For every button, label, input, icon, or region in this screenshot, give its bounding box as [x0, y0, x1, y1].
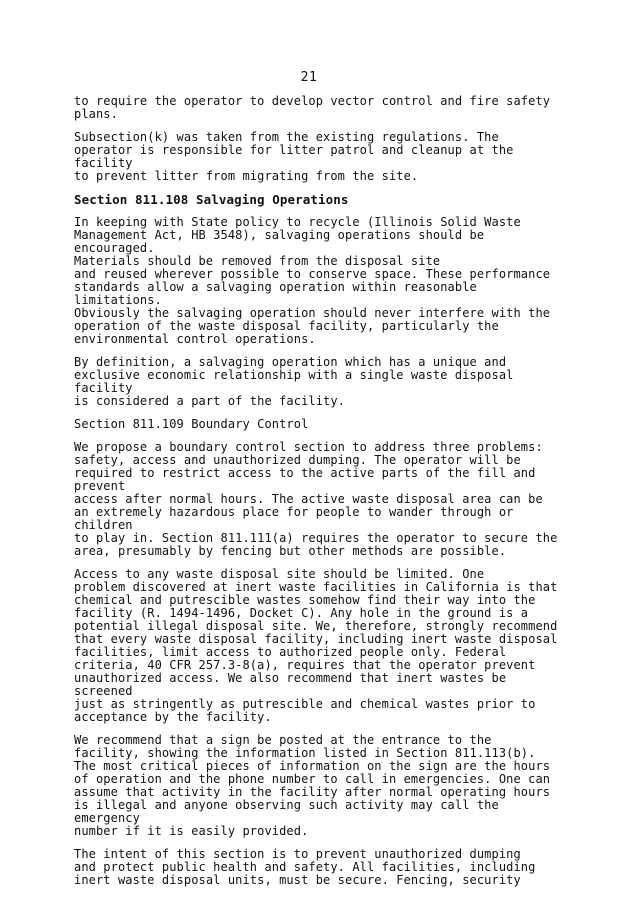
- paragraph-subsection-k: Subsection(k) was taken from the existing regulations. The operator is responsible for litter patrol and cleanup at the facility to prevent litter from migrating from the site.: [74, 130, 514, 183]
- paragraph-boundary-proposal: We propose a boundary control section to address three problems: safety, access and unauthorized dumping. The operator will be required to restrict access to the active parts of the fill and prevent access after normal hours. The active waste disposal area can be an extremely hazardous place for people to wander through or children to play in. Section 811.111(a) requires the operator to secure the area, presumably by fencing but other methods are possible.: [74, 440, 558, 558]
- paragraph-access-limits: Access to any waste disposal site should be limited. One problem discovered at inert waste facilities in California is that chemical and putrescible wastes somehow find their way into the facility (R. 1494-1496, Docket C). Any hole in the ground is a potential illegal disposal site. We, therefore, strongly recommend that every waste disposal facility, including inert waste disposal facilities, limit access to authorized people only. Federal criteria, 40 CFR 257.3-8(a), requires that the operator prevent unauthorized access. We also recommend that inert wastes be screened just as stringently as putrescible and chemical wastes prior to acceptance by the facility.: [74, 567, 558, 724]
- section-heading-boundary-control: Section 811.109 Boundary Control: [74, 417, 309, 431]
- paragraph-entrance-sign: We recommend that a sign be posted at the entrance to the facility, showing the information listed in Section 811.113(b). The most critical pieces of information on the sign are the hours of operation and the phone number to call in emergencies. One can assume that activity in the facility after normal operating hours is illegal and anyone observing such activity may call the emergency number if it is easily provided.: [74, 733, 551, 838]
- paragraph-vector-control: to require the operator to develop vector control and fire safety plans.: [74, 94, 551, 121]
- paragraph-section-intent: The intent of this section is to prevent unauthorized dumping and protect public health and safety. All facilities, including inert waste disposal units, must be secure. Fencing, security: [74, 847, 536, 887]
- document-body: [74, 95, 564, 897]
- section-heading-salvaging: Section 811.108 Salvaging Operations: [74, 192, 349, 207]
- paragraph-salvaging-policy: In keeping with State policy to recycle (Illinois Solid Waste Management Act, HB 3548), salvaging operations should be encouraged. Materials should be removed from the disposal site and reused wherever possible to conserve space. These performance standards allow a salvaging operation within reasonable limitations. Obviously the salvaging operation should never interfere with the operation of the waste disposal facility, particularly the environmental control operations.: [74, 215, 551, 346]
- page-number: 21: [300, 70, 318, 85]
- paragraph-salvaging-definition: By definition, a salvaging operation which has a unique and exclusive economic relationship with a single waste disposal facility is considered a part of the facility.: [74, 355, 514, 408]
